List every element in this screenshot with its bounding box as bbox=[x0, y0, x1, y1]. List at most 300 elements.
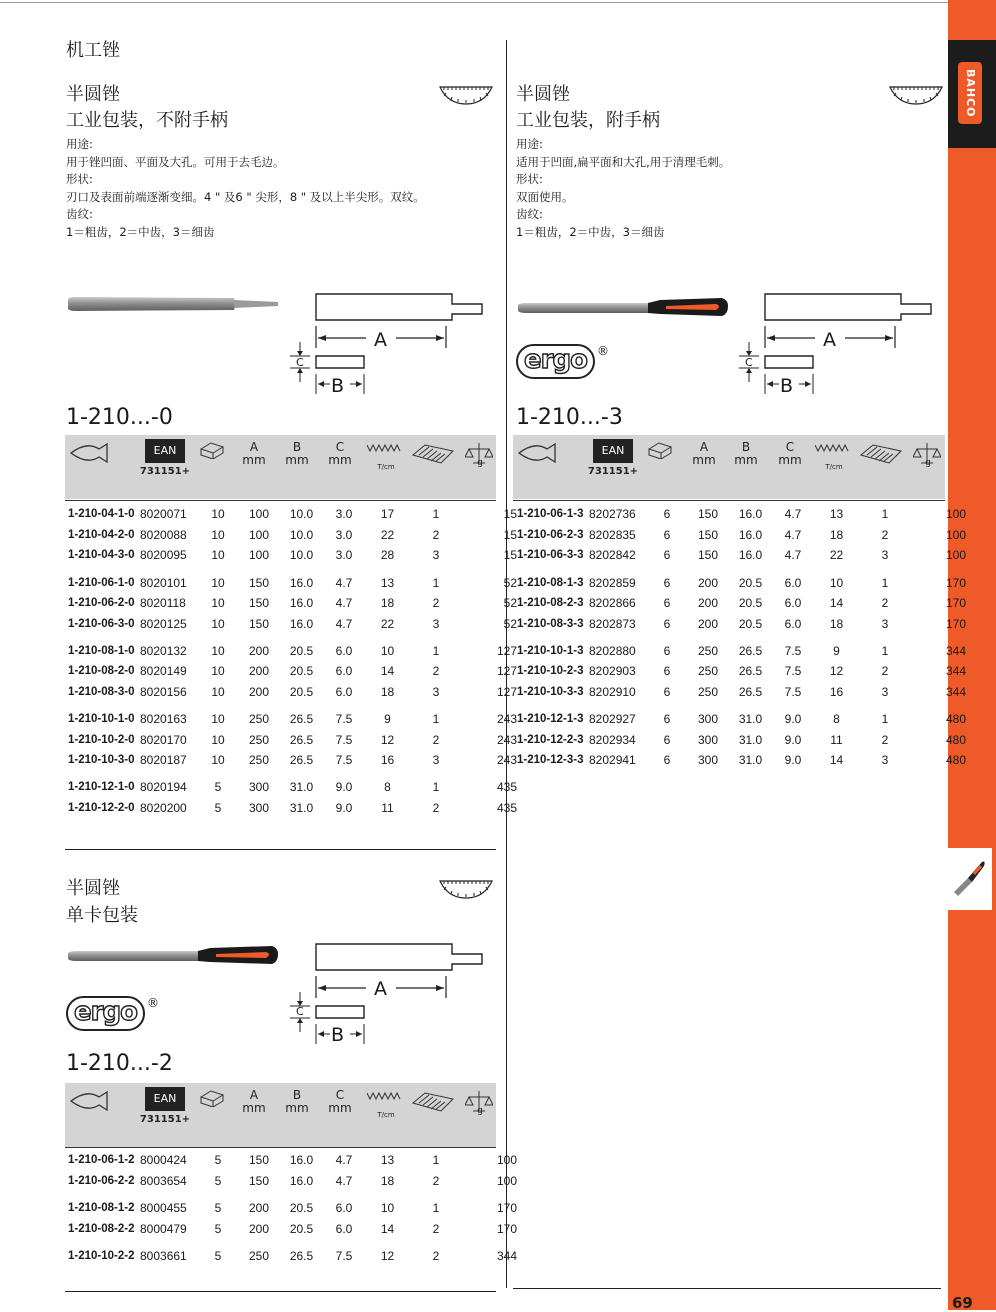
table-cell: 16.0 bbox=[289, 1173, 314, 1188]
table-cell: 5 bbox=[214, 801, 222, 816]
table-cell: 7.5 bbox=[335, 712, 353, 727]
table-cell: 1-210-08-1-2 bbox=[68, 1201, 135, 1214]
table-cell: 4.7 bbox=[784, 527, 802, 542]
table-cell: 6.0 bbox=[335, 1200, 353, 1215]
table-cell: 52 bbox=[503, 575, 517, 590]
table-cell: 300 bbox=[248, 801, 270, 816]
table-cell: 100 bbox=[945, 507, 966, 522]
table-cell: 127 bbox=[496, 664, 517, 679]
table-cell: 1-210-08-3-0 bbox=[68, 686, 135, 699]
table-cell: 1 bbox=[432, 780, 440, 795]
dim-c-label: C bbox=[296, 1005, 304, 1018]
table-cell: 8020101 bbox=[140, 575, 187, 590]
table-cell: 9.0 bbox=[784, 732, 802, 747]
ergo-file-image bbox=[516, 294, 728, 326]
table-cell: 200 bbox=[697, 616, 719, 631]
table-cell: 3 bbox=[432, 548, 440, 563]
table-cell: 8020200 bbox=[140, 801, 187, 816]
table-cell: 26.5 bbox=[738, 685, 763, 700]
table-cell: 200 bbox=[248, 643, 270, 658]
table-cell: 10 bbox=[211, 507, 225, 522]
table-cell: 8202941 bbox=[589, 753, 636, 768]
table-cell: 6.0 bbox=[784, 616, 802, 631]
half-round-profile-icon bbox=[438, 878, 494, 900]
product-subtitle: 单卡包装 bbox=[66, 905, 138, 926]
table-cell: 2 bbox=[881, 596, 889, 611]
table-cell: 250 bbox=[697, 685, 719, 700]
table-cell: 15 bbox=[503, 527, 517, 542]
table-row bbox=[68, 572, 517, 593]
product-description: 用途: 用于锉凹面、平面及大孔。可用于去毛边。 形状: 刃口及表面前端逐渐变细。4 " 及6 " 尖形，8 " 及以上半尖形。双纹。 齿纹: 1＝粗齿，2＝中齿，3＝细齿 bbox=[66, 137, 425, 239]
file-shape-icon bbox=[517, 441, 557, 465]
table-cell: 52 bbox=[503, 616, 517, 631]
table-row bbox=[517, 525, 966, 546]
table-row bbox=[517, 750, 966, 771]
table-cell: 8 bbox=[833, 712, 840, 727]
table-cell: 11 bbox=[381, 801, 394, 816]
table-cell: 17 bbox=[380, 507, 395, 522]
table-cell: 1-210-06-2-2 bbox=[68, 1174, 135, 1187]
table-cell: 10 bbox=[211, 732, 225, 747]
table-row bbox=[68, 613, 517, 634]
table-row bbox=[68, 504, 517, 525]
table-cell: 10.0 bbox=[289, 548, 314, 563]
table-cell: 10 bbox=[211, 685, 225, 700]
table-cell: 18 bbox=[829, 527, 844, 542]
dim-a-label: A bbox=[374, 978, 387, 1000]
col-c: C mm bbox=[778, 440, 802, 467]
table-cell: 200 bbox=[248, 1221, 270, 1236]
table-cell: 344 bbox=[945, 643, 966, 658]
table-cell: 5 bbox=[214, 1221, 222, 1236]
table-cell: 1-210-10-2-3 bbox=[517, 665, 584, 678]
table-cell: 4.7 bbox=[784, 548, 802, 563]
table-cell: 6 bbox=[663, 732, 671, 747]
table-cell: 8202736 bbox=[589, 507, 636, 522]
table-cell: 15 bbox=[503, 548, 517, 563]
table-cell: 100 bbox=[945, 527, 966, 542]
table-cell: 18 bbox=[380, 1173, 395, 1188]
table-cell: 8020118 bbox=[140, 596, 186, 611]
table-cell: 18 bbox=[380, 596, 395, 611]
table-cell: 22 bbox=[380, 616, 395, 631]
table-cell: 20.5 bbox=[289, 1200, 314, 1215]
table-cell: 6 bbox=[663, 664, 671, 679]
table-cell: 170 bbox=[945, 575, 966, 590]
table-cell: 7.5 bbox=[335, 732, 353, 747]
table-cell: 20.5 bbox=[289, 1221, 314, 1236]
table-cell: 9.0 bbox=[335, 801, 353, 816]
table-cell: 170 bbox=[496, 1221, 517, 1236]
ean-prefix: 731151+ bbox=[139, 1114, 191, 1125]
table-cell: 3 bbox=[881, 685, 889, 700]
table-cell: 8020095 bbox=[140, 548, 187, 563]
table-cell: 5 bbox=[214, 1153, 222, 1168]
table-cell: 8020170 bbox=[140, 732, 187, 747]
dim-b-label: B bbox=[331, 375, 345, 397]
table-row bbox=[68, 545, 517, 566]
half-round-profile-icon bbox=[888, 84, 944, 106]
table-cell: 16 bbox=[829, 685, 844, 700]
dim-b-label: B bbox=[331, 1024, 345, 1046]
table-cell: 7.5 bbox=[335, 753, 353, 768]
table-cell: 10 bbox=[211, 596, 225, 611]
table-cell: 250 bbox=[248, 732, 270, 747]
table-cell: 8202866 bbox=[589, 596, 636, 611]
table-cell: 13 bbox=[380, 575, 395, 590]
table-cell: 6.0 bbox=[335, 1221, 353, 1236]
table-cell: 5 bbox=[214, 1248, 222, 1263]
half-round-profile-icon bbox=[438, 84, 494, 106]
table-cell: 22 bbox=[380, 527, 395, 542]
table-cell: 6 bbox=[663, 685, 671, 700]
table-cell: 10 bbox=[829, 575, 844, 590]
table-cell: 15 bbox=[503, 507, 517, 522]
table-cell: 8020125 bbox=[140, 616, 187, 631]
table-cell: 8000479 bbox=[140, 1221, 187, 1236]
table-cell: 9 bbox=[384, 712, 391, 727]
table-cell: 480 bbox=[945, 753, 966, 768]
table-cell: 4.7 bbox=[335, 616, 353, 631]
table-cell: 8202842 bbox=[589, 548, 636, 563]
block-divider bbox=[65, 849, 496, 850]
table-row bbox=[517, 572, 966, 593]
table-cell: 5 bbox=[214, 780, 222, 795]
table-header bbox=[65, 1083, 496, 1147]
table-cell: 1 bbox=[432, 507, 440, 522]
table-cell: 13 bbox=[829, 507, 844, 522]
table-cell: 6 bbox=[663, 712, 671, 727]
table-row bbox=[68, 729, 517, 750]
table-cell: 1-210-12-3-3 bbox=[517, 754, 584, 767]
table-cell: 6.0 bbox=[784, 596, 802, 611]
table-cell: 1-210-10-3-0 bbox=[68, 754, 135, 767]
table-cell: 200 bbox=[248, 1200, 270, 1215]
table-cell: 127 bbox=[496, 685, 517, 700]
table-cell: 7.5 bbox=[784, 664, 802, 679]
table-cell: 1-210-10-2-2 bbox=[68, 1249, 135, 1262]
ergo-logo: ergo ® bbox=[516, 344, 609, 379]
table-cell: 300 bbox=[697, 753, 719, 768]
table-cell: 150 bbox=[248, 596, 270, 611]
table-cell: 8020194 bbox=[140, 780, 187, 795]
table-cell: 8202934 bbox=[589, 732, 636, 747]
table-cell: 8020149 bbox=[140, 664, 187, 679]
header-rule bbox=[65, 1147, 496, 1148]
table-cell: 1-210-12-1-3 bbox=[517, 713, 584, 726]
table-row bbox=[517, 545, 966, 566]
top-rule bbox=[0, 2, 948, 3]
table-cell: 16.0 bbox=[289, 1153, 314, 1168]
table-cell: 2 bbox=[432, 1173, 440, 1188]
table-cell: 13 bbox=[380, 1153, 395, 1168]
table-cell: 10 bbox=[380, 1200, 395, 1215]
table-cell: 4.7 bbox=[335, 596, 353, 611]
table-cell: 250 bbox=[697, 643, 719, 658]
table-cell: 26.5 bbox=[289, 1248, 314, 1263]
table-cell: 10 bbox=[211, 527, 225, 542]
dimension-diagram bbox=[735, 290, 945, 402]
table-cell: 16.0 bbox=[738, 507, 763, 522]
table-cell: 12 bbox=[829, 664, 844, 679]
ean-barcode-icon: EAN bbox=[593, 439, 633, 463]
table-cell: 10 bbox=[211, 753, 225, 768]
table-cell: 14 bbox=[380, 1221, 395, 1236]
table-cell: 170 bbox=[945, 616, 966, 631]
table-cell: 31.0 bbox=[289, 780, 314, 795]
table-cell: 6 bbox=[663, 753, 671, 768]
header-rule bbox=[65, 500, 496, 501]
col-c: C mm bbox=[328, 440, 352, 467]
table-row bbox=[68, 682, 517, 703]
table-cell: 435 bbox=[496, 801, 517, 816]
table-row bbox=[517, 593, 966, 614]
table-cell: 243 bbox=[496, 712, 517, 727]
table-cell: 3 bbox=[432, 685, 440, 700]
col-c: C mm bbox=[328, 1088, 352, 1115]
table-cell: 1-210-10-1-0 bbox=[68, 713, 135, 726]
table-cell: 16 bbox=[380, 753, 395, 768]
table-cell: 22 bbox=[829, 548, 844, 563]
table-cell: 14 bbox=[829, 753, 844, 768]
table-cell: 8202873 bbox=[589, 616, 636, 631]
ergo-logo: ergo ® bbox=[66, 996, 159, 1031]
product-description: 用途: 适用于凹面,扁平面和大孔,用于清理毛刺。 形状: 双面使用。 齿纹: 1＝粗齿，2＝中齿，3＝细齿 bbox=[516, 137, 731, 239]
table-cell: 1 bbox=[432, 1200, 440, 1215]
table-cell: 100 bbox=[496, 1153, 517, 1168]
table-cell: 3 bbox=[881, 753, 889, 768]
table-cell: 20.5 bbox=[738, 616, 763, 631]
table-cell: 200 bbox=[248, 685, 270, 700]
table-row bbox=[517, 682, 966, 703]
table-cell: 31.0 bbox=[289, 801, 314, 816]
dim-a-label: A bbox=[374, 329, 387, 351]
table-cell: 127 bbox=[496, 643, 517, 658]
table-cell: 3 bbox=[881, 616, 889, 631]
product-code: 1-210...-0 bbox=[66, 405, 173, 430]
table-cell: 1-210-06-2-3 bbox=[517, 528, 584, 541]
table-cell: 9 bbox=[833, 643, 840, 658]
file-shape-icon bbox=[69, 1089, 109, 1113]
table-cell: 6.0 bbox=[335, 685, 353, 700]
product-code: 1-210...-2 bbox=[66, 1051, 173, 1076]
table-cell: 12 bbox=[380, 1248, 395, 1263]
bottom-rule bbox=[513, 1288, 941, 1289]
table-cell: 1-210-12-2-0 bbox=[68, 802, 135, 815]
table-cell: 250 bbox=[248, 753, 270, 768]
table-cell: 480 bbox=[945, 732, 966, 747]
table-cell: 2 bbox=[432, 596, 440, 611]
table-cell: 1-210-08-1-0 bbox=[68, 644, 135, 657]
table-row bbox=[68, 798, 517, 819]
table-cell: 2 bbox=[432, 1221, 440, 1236]
product-subtitle: 工业包装，不附手柄 bbox=[66, 110, 228, 131]
table-cell: 1 bbox=[432, 643, 440, 658]
table-cell: 200 bbox=[697, 596, 719, 611]
table-cell: 2 bbox=[432, 732, 440, 747]
table-cell: 9.0 bbox=[784, 712, 802, 727]
table-cell: 8003654 bbox=[140, 1173, 187, 1188]
table-cell: 1-210-08-1-3 bbox=[517, 576, 584, 589]
table-cell: 3 bbox=[432, 753, 440, 768]
table-cell: 10 bbox=[211, 712, 225, 727]
product-subtitle: 工业包装，附手柄 bbox=[516, 110, 660, 131]
table-cell: 1-210-08-2-3 bbox=[517, 597, 584, 610]
table-cell: 300 bbox=[697, 732, 719, 747]
table-cell: 2 bbox=[432, 527, 440, 542]
t-cm-label: T/cm bbox=[377, 1111, 395, 1119]
table-cell: 150 bbox=[697, 507, 719, 522]
table-cell: 6.0 bbox=[335, 643, 353, 658]
dim-c-label: C bbox=[296, 356, 304, 369]
table-cell: 344 bbox=[496, 1248, 517, 1263]
table-cell: 26.5 bbox=[738, 643, 763, 658]
table-cell: 6 bbox=[663, 527, 671, 542]
col-b: B mm bbox=[285, 440, 309, 467]
table-cell: 1 bbox=[432, 1153, 440, 1168]
table-cell: 12 bbox=[380, 732, 395, 747]
table-row bbox=[517, 709, 966, 730]
table-cell: 344 bbox=[945, 664, 966, 679]
table-cell: 10 bbox=[211, 548, 225, 563]
table-cell: 1-210-08-2-2 bbox=[68, 1222, 135, 1235]
page-number: 69 bbox=[952, 1294, 973, 1312]
section-title: 机工锉 bbox=[66, 40, 120, 61]
table-cell: 8 bbox=[384, 780, 391, 795]
table-cell: 250 bbox=[248, 1248, 270, 1263]
table-row bbox=[517, 641, 966, 662]
table-cell: 6.0 bbox=[335, 664, 353, 679]
table-cell: 7.5 bbox=[784, 685, 802, 700]
table-cell: 150 bbox=[697, 548, 719, 563]
col-a: A mm bbox=[242, 440, 266, 467]
table-cell: 100 bbox=[248, 507, 270, 522]
table-cell: 8202880 bbox=[589, 643, 636, 658]
table-cell: 1 bbox=[881, 507, 889, 522]
table-cell: 6.0 bbox=[784, 575, 802, 590]
product-table bbox=[517, 504, 966, 771]
table-cell: 1-210-04-1-0 bbox=[68, 508, 135, 521]
g-label: g bbox=[925, 458, 931, 468]
table-cell: 1-210-06-1-2 bbox=[68, 1154, 135, 1167]
table-cell: 8020132 bbox=[140, 643, 187, 658]
table-cell: 480 bbox=[945, 712, 966, 727]
table-cell: 1-210-08-2-0 bbox=[68, 665, 135, 678]
table-cell: 1-210-04-2-0 bbox=[68, 528, 135, 541]
table-cell: 1 bbox=[881, 575, 889, 590]
dim-a-label: A bbox=[823, 329, 836, 351]
table-cell: 1-210-10-1-3 bbox=[517, 644, 584, 657]
table-cell: 250 bbox=[248, 712, 270, 727]
table-cell: 10 bbox=[211, 575, 225, 590]
table-row bbox=[517, 661, 966, 682]
table-row bbox=[68, 525, 517, 546]
table-cell: 20.5 bbox=[289, 664, 314, 679]
table-cell: 1-210-06-1-0 bbox=[68, 576, 135, 589]
ean-prefix: 731151+ bbox=[139, 466, 191, 477]
table-cell: 344 bbox=[945, 685, 966, 700]
product-title: 半圆锉 bbox=[66, 84, 120, 105]
table-cell: 3.0 bbox=[335, 527, 353, 542]
file-image bbox=[66, 290, 278, 322]
table-row bbox=[68, 661, 517, 682]
table-cell: 435 bbox=[496, 780, 517, 795]
dimension-diagram bbox=[286, 290, 496, 402]
table-cell: 10 bbox=[211, 643, 225, 658]
file-shape-icon bbox=[69, 441, 109, 465]
table-cell: 8000424 bbox=[140, 1153, 187, 1168]
table-cell: 1-210-04-3-0 bbox=[68, 549, 135, 562]
ean-prefix: 731151+ bbox=[587, 466, 639, 477]
table-cell: 8020187 bbox=[140, 753, 187, 768]
table-cell: 18 bbox=[380, 685, 395, 700]
table-cell: 8020071 bbox=[140, 507, 187, 522]
table-cell: 10 bbox=[211, 664, 225, 679]
table-cell: 9.0 bbox=[784, 753, 802, 768]
table-cell: 4.7 bbox=[784, 507, 802, 522]
t-cm-label: T/cm bbox=[377, 463, 395, 471]
table-cell: 26.5 bbox=[289, 732, 314, 747]
table-row bbox=[68, 1198, 517, 1219]
table-header bbox=[65, 435, 496, 499]
table-cell: 7.5 bbox=[335, 1248, 353, 1263]
table-cell: 1-210-08-3-3 bbox=[517, 617, 584, 630]
table-cell: 5 bbox=[214, 1200, 222, 1215]
table-cell: 243 bbox=[496, 732, 517, 747]
table-cell: 5 bbox=[214, 1173, 222, 1188]
table-cell: 8202910 bbox=[589, 685, 636, 700]
table-cell: 6 bbox=[663, 596, 671, 611]
table-cell: 8202927 bbox=[589, 712, 636, 727]
table-cell: 1 bbox=[432, 575, 440, 590]
table-cell: 16.0 bbox=[738, 527, 763, 542]
table-cell: 20.5 bbox=[738, 575, 763, 590]
file-handle-icon bbox=[948, 848, 992, 910]
table-cell: 20.5 bbox=[289, 643, 314, 658]
ean-barcode-icon: EAN bbox=[145, 1087, 185, 1111]
table-row bbox=[68, 593, 517, 614]
g-label: g bbox=[477, 458, 483, 468]
table-cell: 200 bbox=[248, 664, 270, 679]
table-cell: 150 bbox=[248, 1173, 270, 1188]
table-cell: 7.5 bbox=[784, 643, 802, 658]
cut-grade-icon bbox=[411, 441, 455, 469]
g-label: g bbox=[477, 1106, 483, 1116]
col-b: B mm bbox=[285, 1088, 309, 1115]
table-cell: 100 bbox=[945, 548, 966, 563]
table-cell: 26.5 bbox=[738, 664, 763, 679]
table-cell: 2 bbox=[881, 527, 889, 542]
table-cell: 14 bbox=[829, 596, 844, 611]
table-cell: 1-210-06-2-0 bbox=[68, 597, 135, 610]
table-cell: 6 bbox=[663, 548, 671, 563]
cut-grade-icon bbox=[859, 441, 903, 469]
table-cell: 10.0 bbox=[289, 507, 314, 522]
table-cell: 31.0 bbox=[738, 732, 763, 747]
table-cell: 18 bbox=[829, 616, 844, 631]
table-cell: 250 bbox=[697, 664, 719, 679]
product-table bbox=[68, 504, 517, 818]
table-cell: 10.0 bbox=[289, 527, 314, 542]
table-cell: 6 bbox=[663, 575, 671, 590]
table-cell: 1 bbox=[881, 643, 889, 658]
pack-icon bbox=[197, 441, 227, 459]
table-cell: 26.5 bbox=[289, 753, 314, 768]
table-cell: 2 bbox=[432, 664, 440, 679]
table-row bbox=[68, 1218, 517, 1239]
table-cell: 3 bbox=[881, 548, 889, 563]
table-cell: 16.0 bbox=[738, 548, 763, 563]
